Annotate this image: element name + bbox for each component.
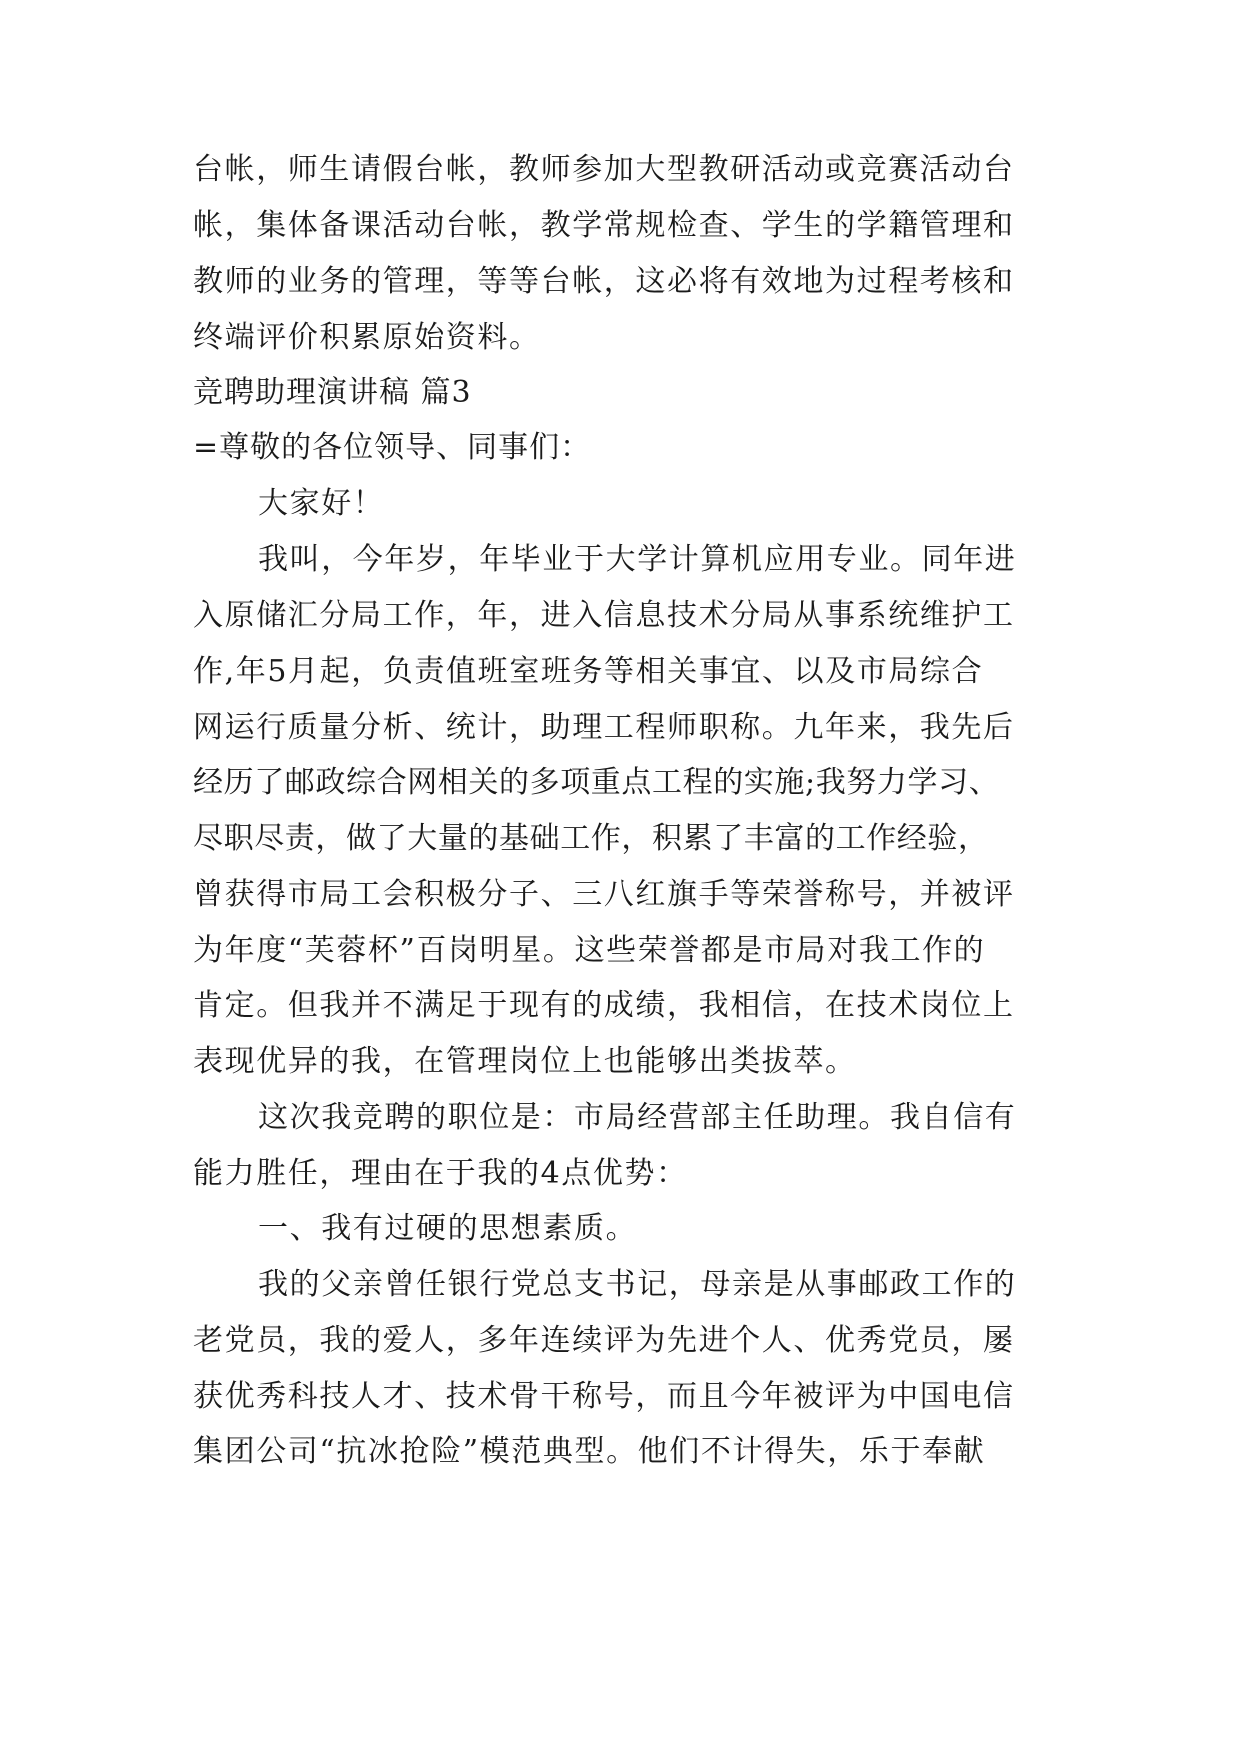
- paragraph-line: 老党员，我的爱人，多年连续评为先进个人、优秀党员，屡: [193, 1323, 1015, 1358]
- paragraph-line: 入原储汇分局工作，年，进入信息技术分局从事系统维护工: [193, 598, 1015, 633]
- paragraph-line: 我叫，今年岁，年毕业于大学计算机应用专业。同年进: [258, 542, 1017, 577]
- paragraph-line: 终端评价积累原始资料。: [193, 320, 541, 355]
- paragraph-line: 网运行质量分析、统计，助理工程师职称。九年来，我先后: [193, 710, 1015, 745]
- paragraph-line: 经历了邮政综合网相关的多项重点工程的实施;我努力学习、: [193, 765, 1000, 800]
- paragraph-line: 肯定。但我并不满足于现有的成绩，我相信，在技术岗位上: [193, 988, 1015, 1023]
- paragraph-line: 这次我竞聘的职位是：市局经营部主任助理。我自信有: [258, 1100, 1017, 1135]
- paragraph-line: 表现优异的我，在管理岗位上也能够出类拔萃。: [193, 1044, 857, 1079]
- paragraph-line: 集团公司“抗冰抢险”模范典型。他们不计得失，乐于奉献: [193, 1434, 986, 1469]
- paragraph-line: 曾获得市局工会积极分子、三八红旗手等荣誉称号，并被评: [193, 877, 1015, 912]
- subheading-line: 一、我有过硬的思想素质。: [258, 1211, 638, 1246]
- paragraph-line: 教师的业务的管理，等等台帐，这必将有效地为过程考核和: [193, 264, 1015, 299]
- greeting-line: 大家好！: [258, 486, 385, 521]
- paragraph-line: 台帐，师生请假台帐，教师参加大型教研活动或竞赛活动台: [193, 152, 1015, 187]
- paragraph-line: 帐，集体备课活动台帐，教学常规检查、学生的学籍管理和: [193, 208, 1015, 243]
- paragraph-line: 尽职尽责，做了大量的基础工作，积累了丰富的工作经验，: [193, 821, 989, 856]
- paragraph-line: 作,年5月起，负责值班室班务等相关事宜、以及市局综合: [193, 654, 984, 689]
- salutation-line: =尊敬的各位领导、同事们：: [193, 430, 592, 465]
- paragraph-line: 能力胜任，理由在于我的4点优势：: [193, 1156, 688, 1191]
- section-heading: 竞聘助理演讲稿 篇3: [193, 375, 472, 410]
- paragraph-line: 获优秀科技人才、技术骨干称号，而且今年被评为中国电信: [193, 1379, 1015, 1414]
- paragraph-line: 为年度“芙蓉杯”百岗明星。这些荣誉都是市局对我工作的: [193, 933, 986, 968]
- paragraph-line: 我的父亲曾任银行党总支书记，母亲是从事邮政工作的: [258, 1267, 1017, 1302]
